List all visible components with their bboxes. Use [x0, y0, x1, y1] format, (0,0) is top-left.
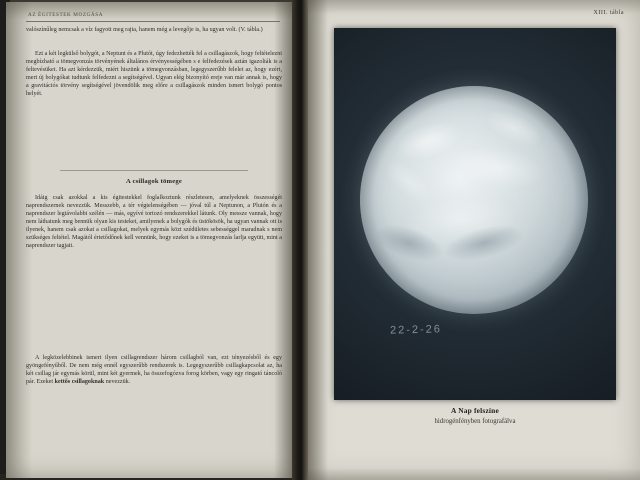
photo-caption-subtitle: hidrogénfényben fotografálva [434, 418, 516, 425]
section-divider [60, 170, 248, 171]
running-head: AZ ÉGITESTEK MOZGÁSA [28, 12, 104, 18]
photo-caption-title: A Nap felszíne [451, 406, 499, 415]
paragraph-text: Idáig csak azokkal a kis égitestekkel foglalkoztunk részletesen, amelyeknek összességét naprendszernek nevezzük. Messzebb, a tér végtelenségében — jóval túl a Neptunon, a Plutón és a naprendszer legtávolabbi szélén — más, egyívé tortozó rendszerekkel látunk. Oly messze vannak, hogy nem láthatunk meg bennük olyan kis testeket, amilyenek a bolygók és üstökösök, ha ugyan vannak ott is ilyenek, hanem csak azokat a csillagokat, melyek egymás közt szédületes sebességgel maradnak s nem szükséges feltétel. Magától értetődőnek kell vennünk, hogy ezeket is a tömegvonzás larlja együtt, mint a naprendszer tagjait. [26, 195, 282, 249]
header-rule [26, 21, 280, 22]
body-paragraph [26, 194, 282, 250]
photo-date-stamp: 22-2-26 [389, 323, 443, 337]
paragraph-text: Ezt a két legkülső bolygót, a Neptunt és a Plutót, úgy fedezhették fel a csillagászok, hogy feltételezni megbízható a tömegvonzás törvényének általános érvényességében s e felfedezések aztán igazolták is a feltevésüket. Ha azt kérdezzük, miért hiszünk a tömegvonzásban, legegyszerűbb felelet az, hogy ezért, mert új bolygókat tudtunk felfedezni a segítségével. Ugyan elég bizonyító ereje van már annak is, hogy a gravitációs törvény segítségével jövendölik meg előre a csillagászok minden ismert bolygó pontos helyét. [26, 51, 282, 97]
sun-photograph [334, 28, 616, 400]
body-paragraph [26, 354, 282, 386]
section-heading: A csillagok tömege [126, 178, 182, 185]
plate-label: XIII. tábla [593, 10, 624, 16]
body-paragraph [26, 50, 282, 98]
right-page [308, 0, 640, 480]
body-paragraph [26, 26, 282, 34]
paragraph-text: valószínűleg nemcsak a víz fagyott meg rajta, hanem még a levegője is, ha ugyan volt. (V. tábla.) [26, 27, 263, 33]
left-page [6, 2, 296, 478]
paragraph-text: A legközelebbinek ismert ilyen csillagrendszer három csillagból van, ezt tényezésből és egy gyöngefényűből. De nem még ennél egyszerűbb rendszerek is. Legegyszerűbb csillagkapcsolat az, ha két csillag jár egymás körül, mint két gyermek, ha összefogózva forog körben, vagy egy ringató táncoló pár. Ezeket kettős csillagoknak nevezzük. [26, 355, 282, 385]
sun-limb-darkening [360, 86, 588, 314]
